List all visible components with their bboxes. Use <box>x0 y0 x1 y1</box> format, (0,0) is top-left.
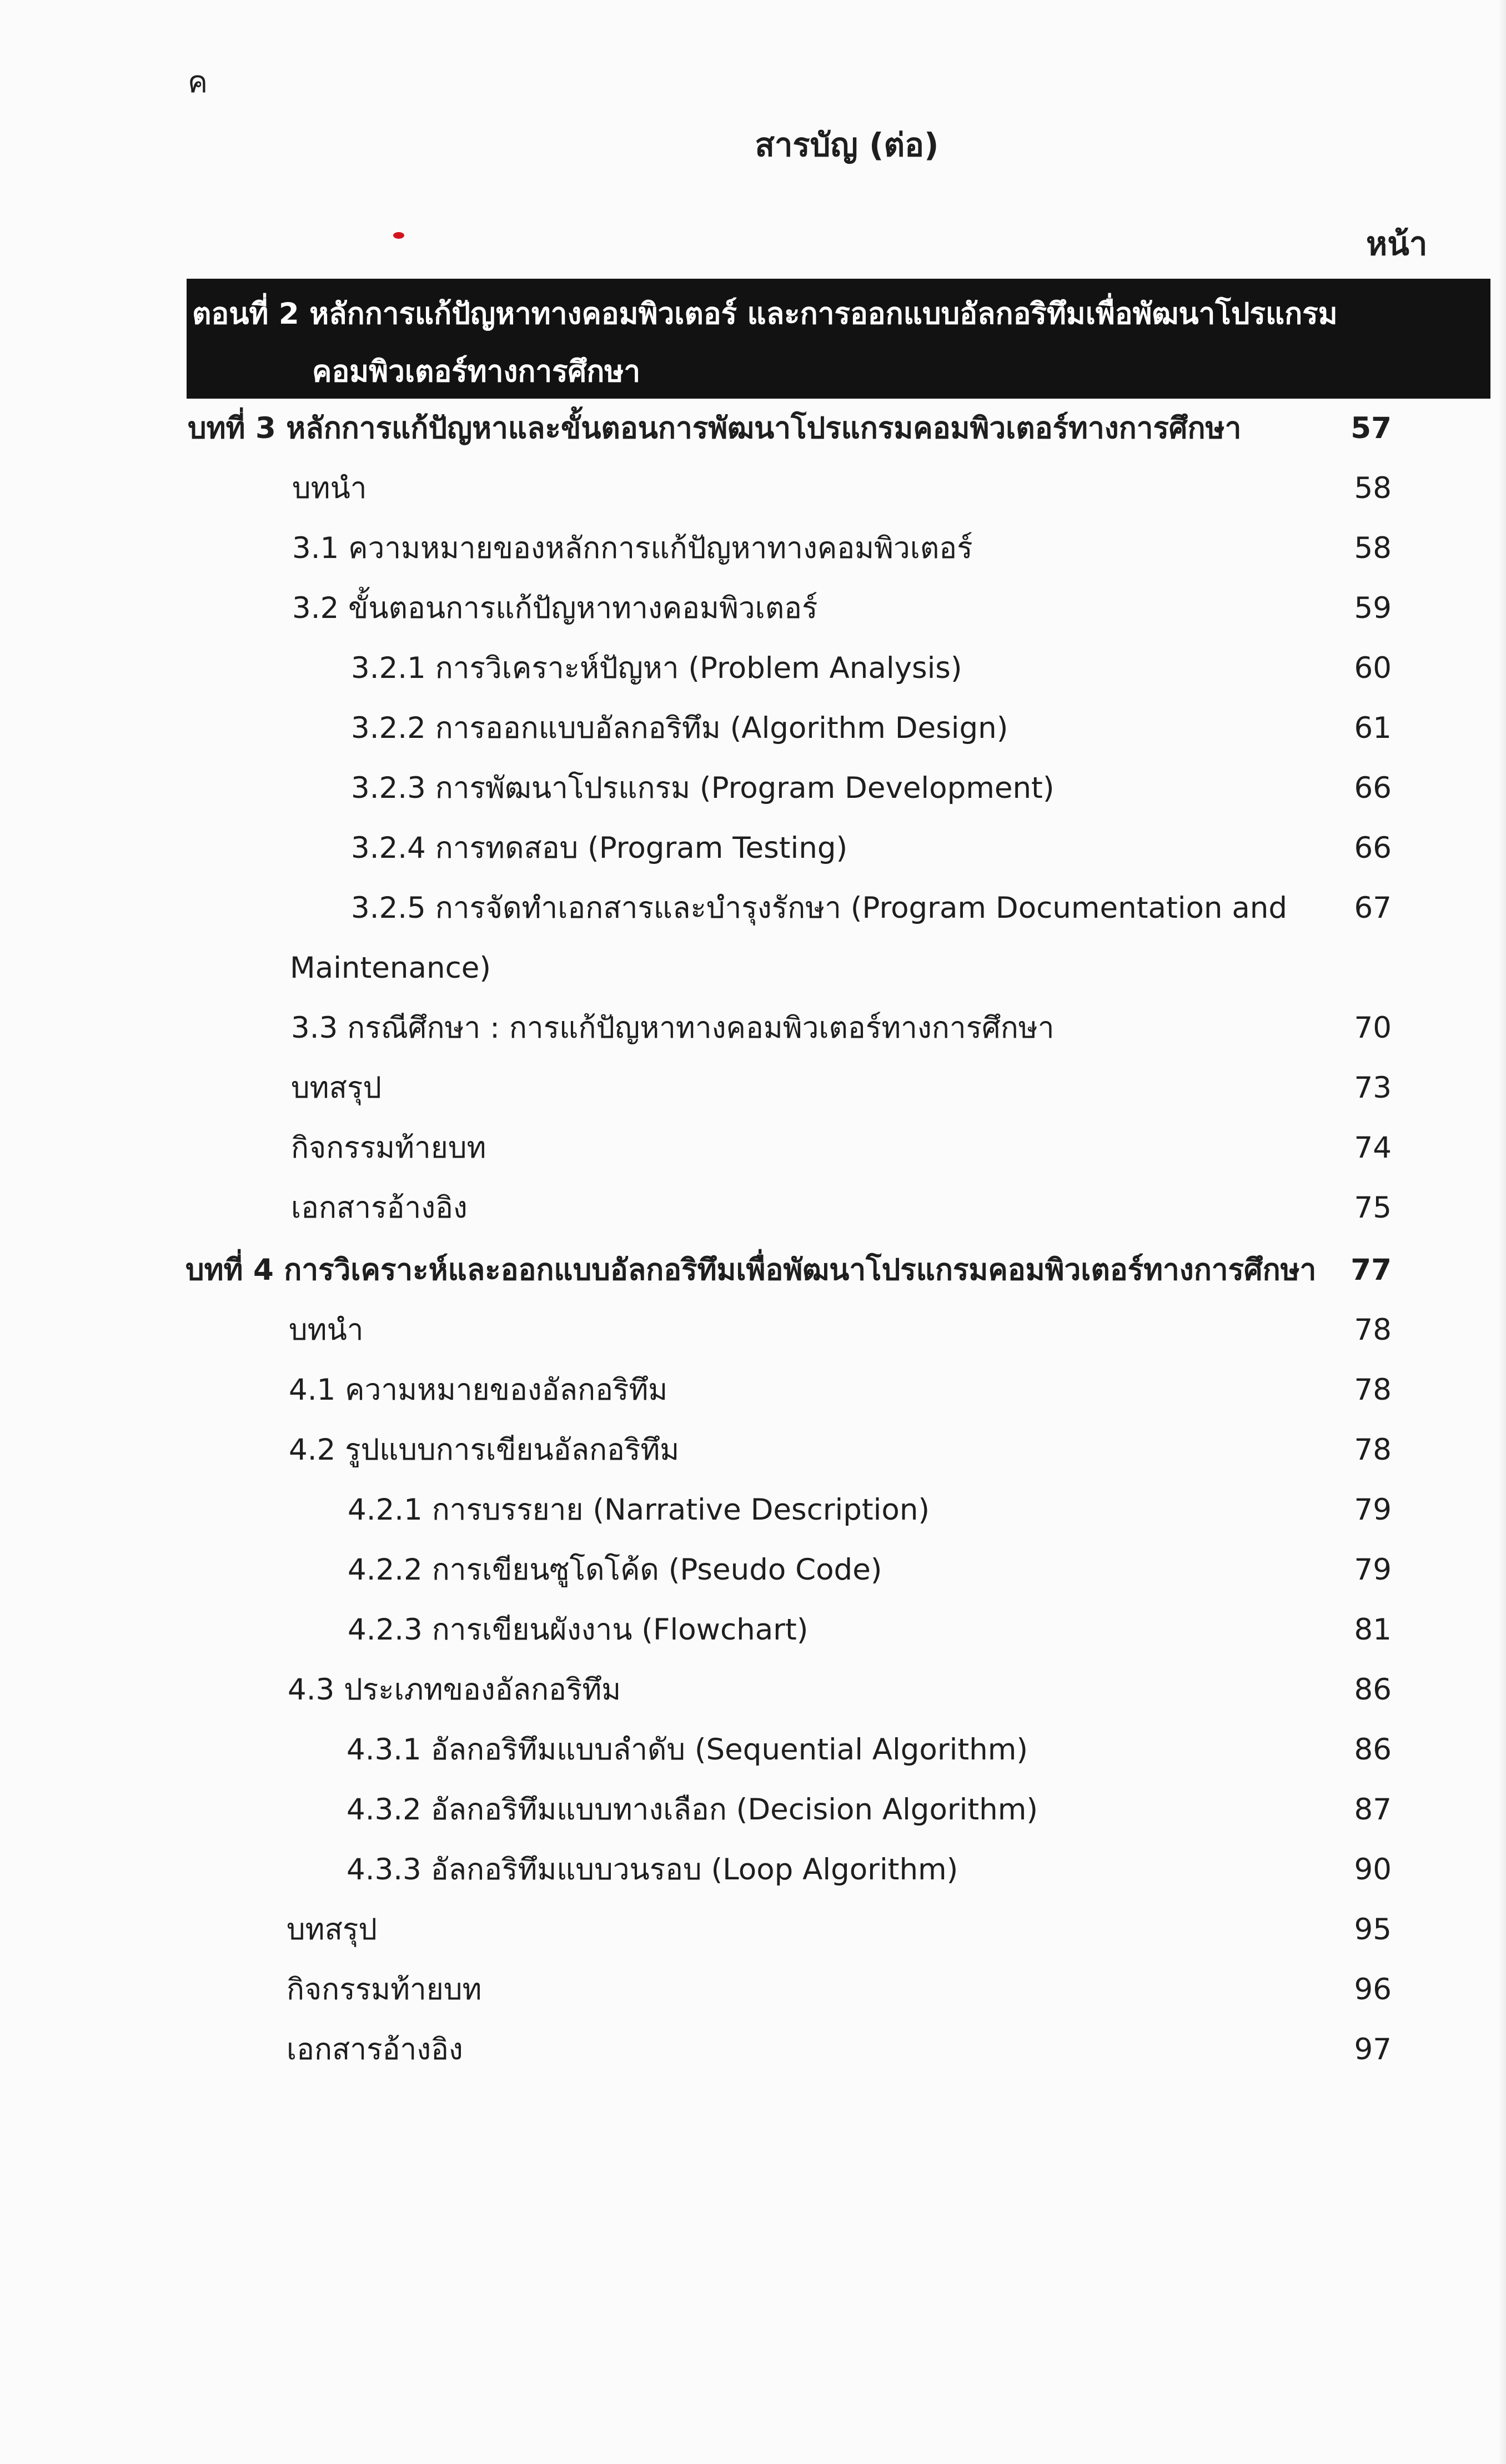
toc-page-number: 59 <box>1354 591 1392 625</box>
toc-entry <box>0 1488 1506 1532</box>
toc-entry-text: 3.3 กรณีศึกษา : การแก้ปัญหาทางคอมพิวเตอร์ทางการศึกษา <box>291 1011 1055 1045</box>
toc-page-number: 78 <box>1354 1373 1392 1407</box>
toc-page-number: 60 <box>1354 651 1392 685</box>
toc-chapter <box>0 406 1506 451</box>
toc-entry-text: 3.2.4 การทดสอบ (Program Testing) <box>351 831 848 865</box>
toc-entry <box>0 1308 1506 1352</box>
toc-entry-text: บทนำ <box>289 1313 364 1347</box>
toc-page-number: 95 <box>1354 1913 1392 1947</box>
toc-page-number: 81 <box>1354 1613 1392 1647</box>
toc-entry <box>0 1788 1506 1832</box>
toc-entry-text: บทที่ 4 การวิเคราะห์และออกแบบอัลกอริทึมเพื่อพัฒนาโปรแกรมคอมพิวเตอร์ทางการศึกษา <box>185 1253 1317 1287</box>
toc-entry <box>0 1608 1506 1652</box>
red-ink-mark <box>393 232 404 239</box>
toc-entry-text: 4.2 รูปแบบการเขียนอัลกอริทึม <box>289 1433 680 1467</box>
toc-entry-text: บทสรุป <box>287 1913 378 1947</box>
toc-entry-text: 4.2.3 การเขียนผังงาน (Flowchart) <box>348 1613 809 1647</box>
toc-entry-text: 4.3.1 อัลกอริทึมแบบลำดับ (Sequential Algorithm) <box>347 1733 1028 1767</box>
toc-entry-continuation: Maintenance) <box>290 951 491 985</box>
toc-entry-text: 3.1 ความหมายของหลักการแก้ปัญหาทางคอมพิวเตอร์ <box>292 531 973 565</box>
toc-entry-text: 4.3 ประเภทของอัลกอริทึม <box>288 1673 621 1707</box>
toc-entry <box>0 1908 1506 1952</box>
toc-entry <box>0 1548 1506 1592</box>
toc-entry <box>0 1728 1506 1772</box>
toc-entry-text: 3.2.5 การจัดทำเอกสารและบำรุงรักษา (Program Documentation and <box>351 891 1288 925</box>
page-title: สารบัญ (ต่อ) <box>755 126 939 164</box>
toc-page-number: 70 <box>1354 1011 1392 1045</box>
toc-page-number: 73 <box>1354 1071 1392 1105</box>
toc-entry <box>0 1968 1506 2012</box>
toc-page-number: 74 <box>1354 1131 1392 1165</box>
toc-page-number: 78 <box>1354 1433 1392 1467</box>
toc-entry-text: เอกสารอ้างอิง <box>287 2033 463 2066</box>
toc-page-number: 79 <box>1354 1493 1392 1527</box>
toc-entry-text: 4.3.3 อัลกอริทึมแบบวนรอบ (Loop Algorithm) <box>347 1853 958 1887</box>
toc-entry-text: บทนำ <box>292 471 367 505</box>
toc-page-number: 79 <box>1354 1553 1392 1587</box>
toc-entry-text: 3.2.1 การวิเคราะห์ปัญหา (Problem Analysis) <box>351 651 962 685</box>
toc-entry-text: 3.2.2 การออกแบบอัลกอริทึม (Algorithm Design) <box>351 711 1008 745</box>
toc-entry <box>0 526 1506 571</box>
toc-entry <box>0 886 1506 931</box>
toc-entry <box>0 586 1506 631</box>
toc-page-number: 96 <box>1354 1973 1392 2007</box>
toc-entry <box>0 706 1506 751</box>
part-heading-banner <box>187 279 1490 399</box>
toc-entry <box>0 466 1506 511</box>
toc-entry <box>0 1186 1506 1230</box>
toc-page-number: 75 <box>1354 1191 1392 1225</box>
toc-entry-text: เอกสารอ้างอิง <box>291 1191 468 1225</box>
toc-entry <box>0 1668 1506 1712</box>
toc-entry <box>0 1848 1506 1892</box>
toc-entry <box>0 1006 1506 1050</box>
toc-entry <box>0 1428 1506 1472</box>
toc-entry <box>0 2028 1506 2072</box>
toc-entry-text: บทสรุป <box>291 1071 382 1105</box>
toc-chapter <box>0 1248 1506 1293</box>
part-heading-line2: คอมพิวเตอร์ทางการศึกษา <box>312 355 641 389</box>
toc-entry <box>0 766 1506 811</box>
toc-entry-text: 4.2.2 การเขียนซูโดโค้ด (Pseudo Code) <box>348 1553 882 1587</box>
toc-entry <box>0 826 1506 871</box>
toc-page-number: 86 <box>1354 1733 1392 1767</box>
toc-page-number: 67 <box>1354 891 1392 925</box>
toc-entry <box>0 646 1506 691</box>
page-edge-shadow <box>1498 0 1506 2464</box>
toc-page-number: 66 <box>1354 831 1392 865</box>
toc-page-number: 78 <box>1354 1313 1392 1347</box>
part-heading-line1: ตอนที่ 2 หลักการแก้ปัญหาทางคอมพิวเตอร์ และการออกแบบอัลกอริทึมเพื่อพัฒนาโปรแกรม <box>192 297 1338 331</box>
toc-entry-text: 4.2.1 การบรรยาย (Narrative Description) <box>348 1493 930 1527</box>
toc-entry-text: 3.2 ขั้นตอนการแก้ปัญหาทางคอมพิวเตอร์ <box>292 591 818 625</box>
toc-page-number: 58 <box>1354 471 1392 505</box>
toc-page-number: 61 <box>1354 711 1392 745</box>
toc-entry-text: กิจกรรมท้ายบท <box>287 1973 482 2007</box>
toc-entry <box>0 1126 1506 1170</box>
toc-page-number: 57 <box>1351 411 1392 445</box>
toc-entry <box>0 1066 1506 1110</box>
toc-entry <box>0 1368 1506 1412</box>
toc-page-number: 86 <box>1354 1673 1392 1707</box>
toc-page-number: 97 <box>1354 2033 1392 2066</box>
toc-entry-text: กิจกรรมท้ายบท <box>291 1131 486 1165</box>
toc-page-number: 90 <box>1354 1853 1392 1887</box>
toc-page-number: 87 <box>1354 1793 1392 1827</box>
toc-page-number: 77 <box>1351 1253 1392 1287</box>
toc-page-number: 66 <box>1354 771 1392 805</box>
toc-entry-text: 4.3.2 อัลกอริทึมแบบทางเลือก (Decision Algorithm) <box>347 1793 1038 1827</box>
page-column-header: หน้า <box>1366 225 1428 263</box>
toc-entry-text: 4.1 ความหมายของอัลกอริทึม <box>289 1373 668 1407</box>
page-letter: ค <box>188 64 208 99</box>
toc-entry-text: 3.2.3 การพัฒนาโปรแกรม (Program Development) <box>351 771 1055 805</box>
toc-page-number: 58 <box>1354 531 1392 565</box>
toc-entry-text: บทที่ 3 หลักการแก้ปัญหาและขั้นตอนการพัฒนาโปรแกรมคอมพิวเตอร์ทางการศึกษา <box>188 411 1242 445</box>
